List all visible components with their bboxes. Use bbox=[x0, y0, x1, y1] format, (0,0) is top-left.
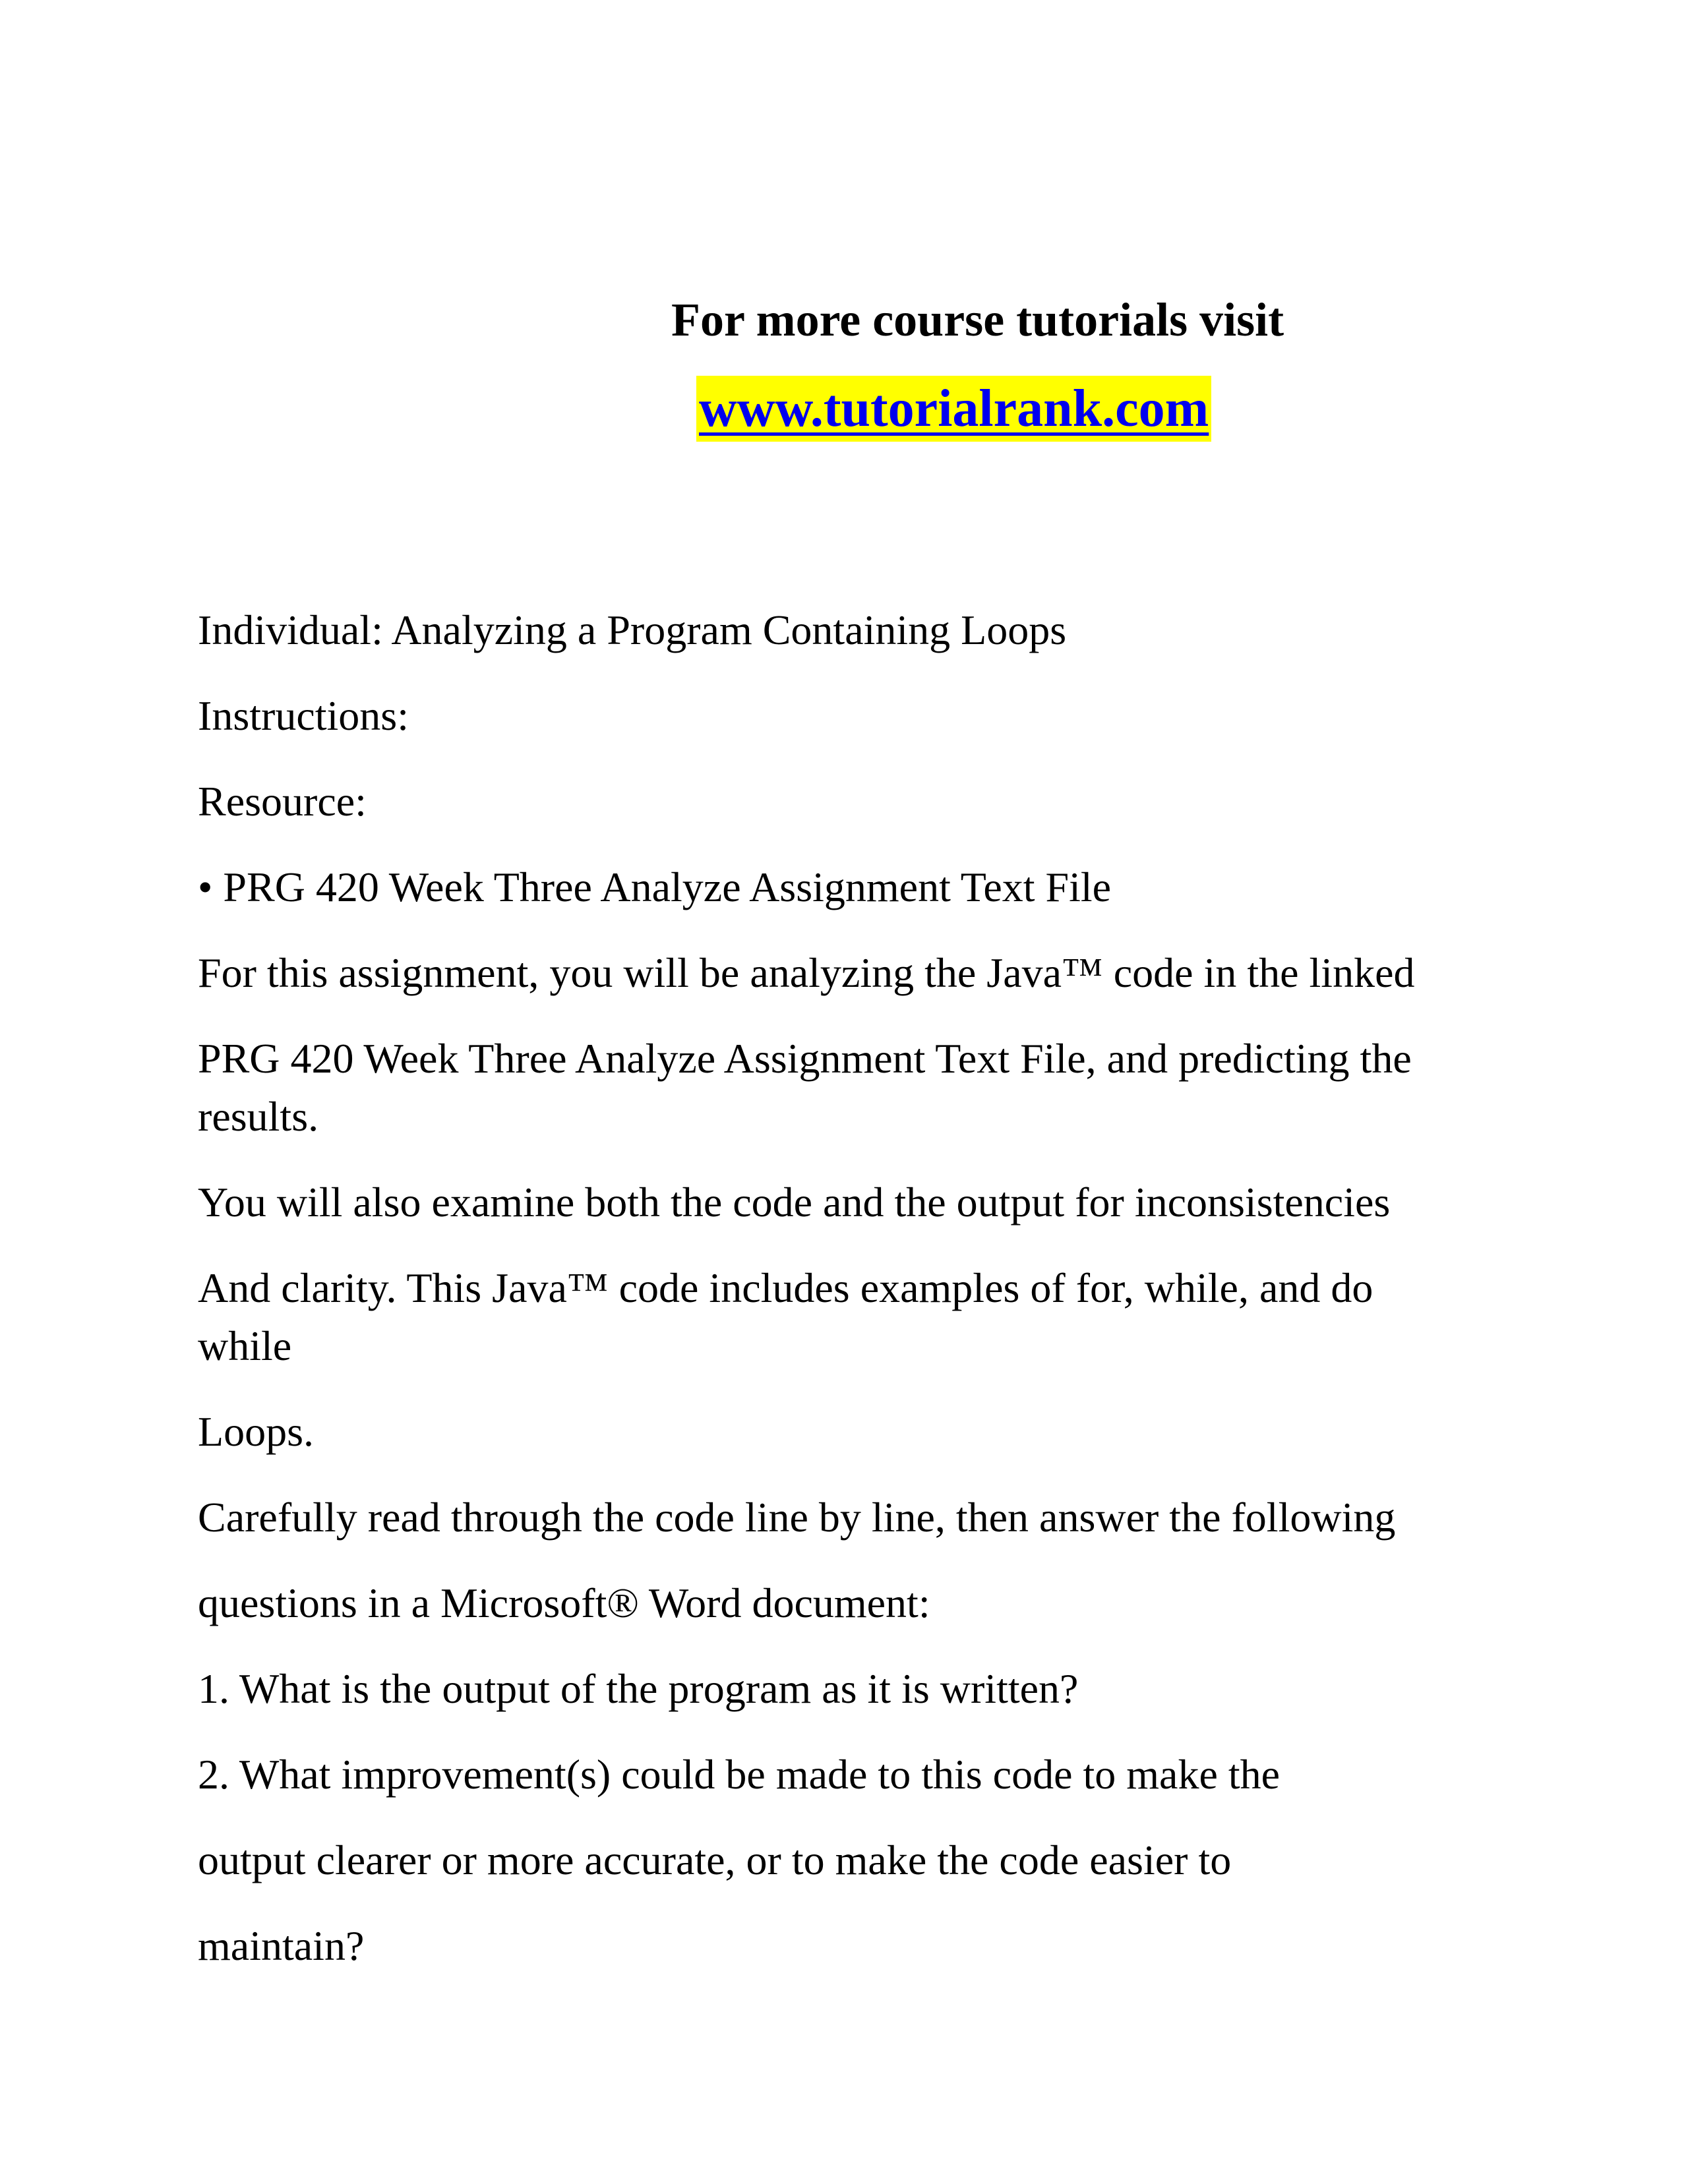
paragraph-line: You will also examine both the code and the output for inconsistencies bbox=[198, 1179, 1391, 1225]
resource-label: Resource: bbox=[198, 778, 367, 825]
resource-item: • PRG 420 Week Three Analyze Assignment Text File bbox=[198, 864, 1112, 910]
paragraph-line: PRG 420 Week Three Analyze Assignment Text File, and predicting the bbox=[198, 1035, 1412, 1082]
paragraph-line: results. bbox=[198, 1093, 319, 1140]
question-1: 1. What is the output of the program as it is written? bbox=[198, 1665, 1079, 1712]
question-2-continued: maintain? bbox=[198, 1922, 365, 1969]
question-2-continued: output clearer or more accurate, or to make the code easier to bbox=[198, 1837, 1232, 1883]
assignment-title: Individual: Analyzing a Program Containing Loops bbox=[198, 606, 1067, 653]
paragraph-line: questions in a Microsoft® Word document: bbox=[198, 1579, 930, 1626]
paragraph-line: For this assignment, you will be analyzing the Java™ code in the linked bbox=[198, 949, 1415, 996]
header-title: For more course tutorials visit bbox=[671, 293, 1284, 346]
paragraph-line: while bbox=[198, 1322, 292, 1369]
instructions-label: Instructions: bbox=[198, 692, 409, 739]
paragraph-line: Loops. bbox=[198, 1408, 314, 1455]
paragraph-line: Carefully read through the code line by line, then answer the following bbox=[198, 1494, 1396, 1541]
question-2: 2. What improvement(s) could be made to this code to make the bbox=[198, 1751, 1281, 1798]
paragraph-line: And clarity. This Java™ code includes examples of for, while, and do bbox=[198, 1264, 1373, 1311]
website-link[interactable]: www.tutorialrank.com bbox=[696, 376, 1211, 442]
